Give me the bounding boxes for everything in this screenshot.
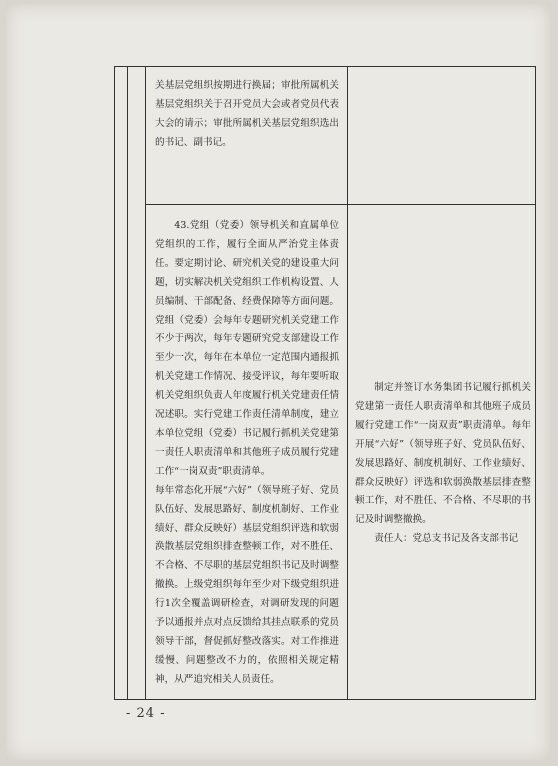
column-divider [347,67,348,699]
implementation-text: 制定并签订水务集团书记履行抓机关党建第一责任人职责清单和其他班子成员履行党建工作“一岗双责”职责清单。每年开展“六好”（领导班子好、党员队伍好、发展思路好、制度机制好、工作业绩好、群众反映好）评选和软弱涣散基层排查整顿工作，对不胜任、不合格、不尽职的书记及时调整撤换。 [355,382,531,526]
table-cell-row1-content [155,77,339,153]
row1-text: 关基层党组织按期进行换届；审批所属机关基层党组织关于召开党员大会或者党员代表大会的请示；审批所属机关基层党组织选出的书记、副书记。 [155,80,339,148]
page-number: - 24 - [126,706,166,721]
table-cell-row2-content [155,217,339,690]
row-divider [145,204,535,205]
responsible-person-text: 责任人：党总支书记及各支部书记 [374,533,519,545]
table-cell-row2-implementation [355,379,531,549]
column-divider [145,67,146,699]
column-divider [127,67,128,699]
row2-item-43-text: 43.党组（党委）领导机关和直属单位党组织的工作，履行全面从严治党主体责任。要定期讨论、研究机关党的建设重大问题，切实解决机关党组织工作机构设置、人员编制、干部配备、经费保障等方面问题。党组（党委）会每年专题研究机关党建工作不少于两次，每年专题研究党支部建设工作至少一次，每年在本单位一定范围内通报抓机关党建工作情况、接受评议，每年要听取机关党组织负责人年度履行机关党建责任情况述职。实行党建工作责任清单制度，建立本单位党组（党委）书记履行抓机关党建第一责任人职责清单和其他班子成员履行党建工作“一岗双责”职责清单。 [155,220,339,477]
document-page [6,4,550,760]
row2-six-good-text: 每年常态化开展“六好”（领导班子好、党员队伍好、发展思路好、制度机制好、工作业绩好、群众反映好）基层党组织评选和软弱涣散基层党组织排查整顿工作，对不胜任、不合格、不尽职的基层党组织书记及时调整撤换。上级党组织每年至少对下级党组织进行1次全覆盖调研检查，对调研发现的问题予以通报并点对点反馈给其挂点联系的党员领导干部，督促抓好整改落实。对工作推进缓慢、问题整改不力的，依照相关规定精神，从严追究相关人员责任。 [155,484,339,685]
table-frame [114,66,536,700]
